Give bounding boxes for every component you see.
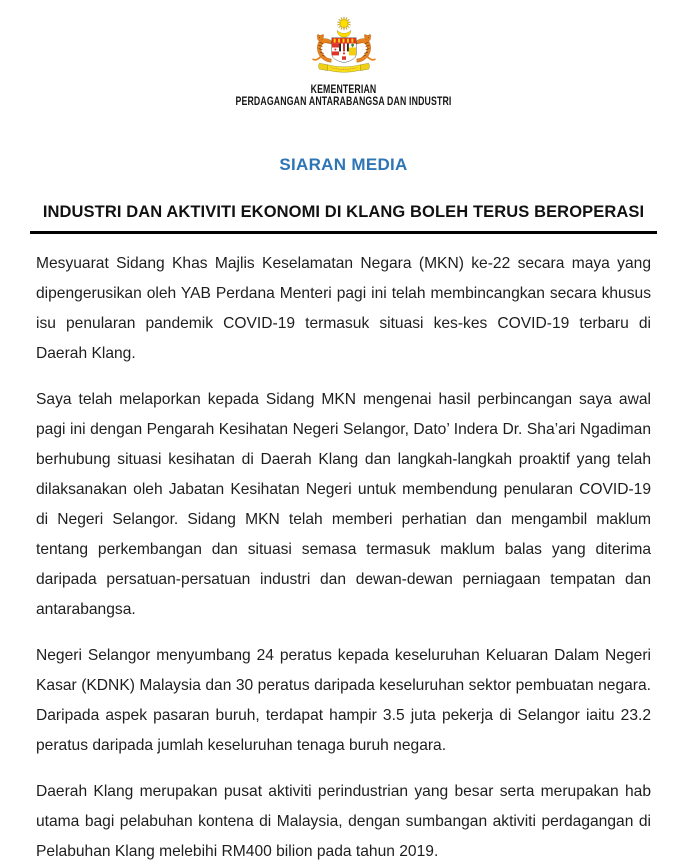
ministry-name bbox=[0, 85, 687, 108]
paragraph-3: Negeri Selangor menyumbang 24 peratus kepada keseluruhan Keluaran Dalam Negeri Kasar (KDNK) Malaysia dan 30 peratus daripada keseluruhan sektor pembuatan negara. Daripada aspek pasaran buruh, terdapat hampir 3.5 juta pekerja di Selangor iaitu 23.2 peratus daripada jumlah keseluruhan tenaga buruh negara. bbox=[36, 647, 651, 754]
press-release-kicker: SIARAN MEDIA bbox=[279, 155, 408, 174]
ministry-name-line1: KEMENTERIAN bbox=[310, 84, 377, 96]
malaysia-coat-of-arms-icon bbox=[290, 14, 398, 83]
logo-wrap bbox=[0, 14, 687, 83]
paragraph-2: Saya telah melaporkan kepada Sidang MKN mengenai hasil perbincangan saya awal pagi ini dengan Pengarah Kesihatan Negeri Selangor, Dato’ Indera Dr. Sha’ari Ngadiman berhubung situasi kesihatan di Daerah Klang dan langkah-langkah proaktif yang telah dilaksanakan oleh Jabatan Kesihatan Negeri untuk membendung penularan COVID-19 di Negeri Selangor. Sidang MKN telah memberi perhatian dan mengambil maklum tentang perkembangan dan situasi semasa termasuk maklum balas yang diterima daripada persatuan-persatuan industri dan dewan-dewan perniagaan tempatan dan antarabangsa. bbox=[36, 391, 651, 618]
body-text bbox=[36, 249, 651, 867]
ministry-name-line2: PERDAGANGAN ANTARABANGSA DAN INDUSTRI bbox=[235, 95, 452, 108]
headline-rule bbox=[30, 203, 657, 234]
paragraph-4: Daerah Klang merupakan pusat aktiviti perindustrian yang besar serta merupakan hab utama bagi pelabuhan kontena di Malaysia, dengan sumbangan aktiviti perdagangan di Pelabuhan Klang melebihi RM400 bilion pada tahun 2019. bbox=[36, 783, 651, 860]
headline: INDUSTRI DAN AKTIVITI EKONOMI DI KLANG BOLEH TERUS BEROPERASI bbox=[42, 203, 645, 221]
paragraph-1: Mesyuarat Sidang Khas Majlis Keselamatan Negara (MKN) ke-22 secara maya yang dipengerusikan oleh YAB Perdana Menteri pagi ini telah membincangkan secara khusus isu penularan pandemik COVID-19 termasuk situasi kes-kes COVID-19 terbaru di Daerah Klang. bbox=[36, 255, 651, 362]
